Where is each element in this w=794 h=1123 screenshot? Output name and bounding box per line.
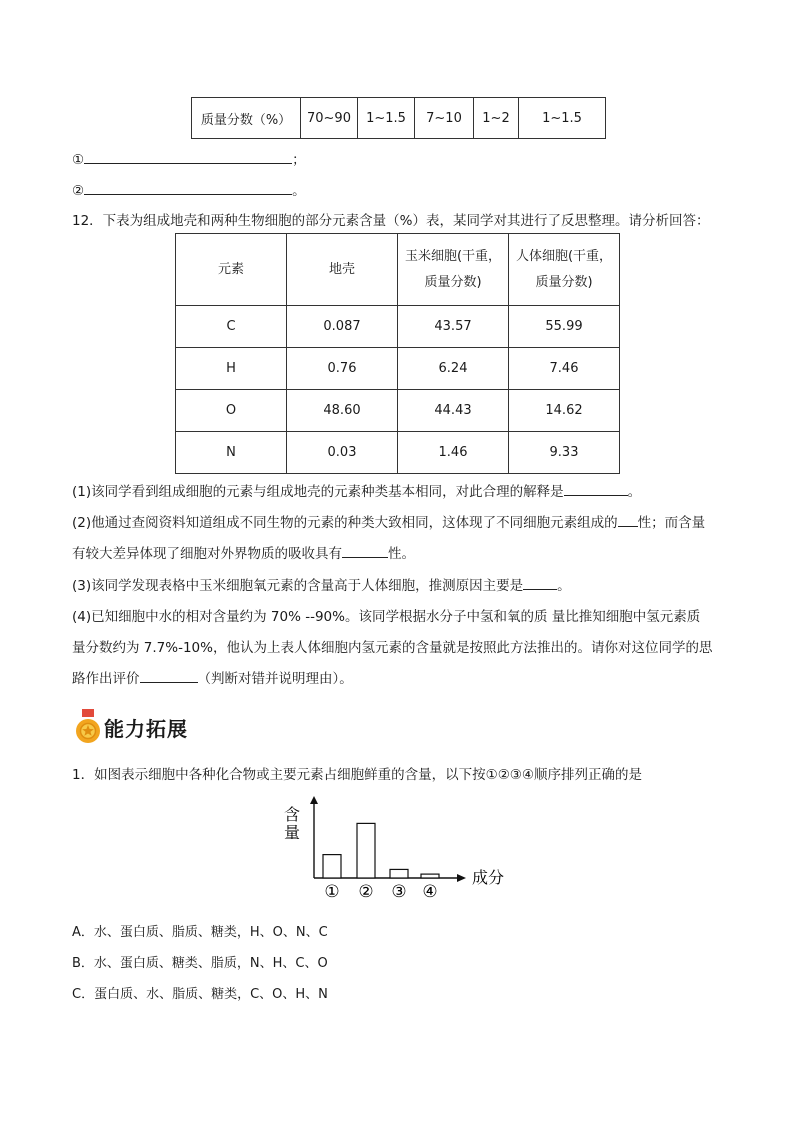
table-cell: 7~10 [415,98,474,139]
bar-3 [390,869,408,878]
table-cell: 1.46 [398,432,509,474]
table-cell: 0.087 [287,306,398,348]
table-cell: 70~90 [301,98,358,139]
sub-question-4: (4)已知细胞中水的相对含量约为 70% --90%。该同学根据水分子中氢和氧的质 量比推知细胞中氢元素质 量分数约为 7.7%-10%，他认为上表人体细胞内氢元素的含量就是按照此方法推出的。请你对这位同学的思 路作出评价 （判断对错并说明理由）。 [72,609,713,687]
sub-question-3: (3)该同学发现表格中玉米细胞氧元素的含量高于人体细胞，推测原因主要是 。 [72,571,732,602]
bar-chart [280,796,510,906]
table-cell: 7.46 [509,348,620,390]
category-label-2: ② [358,882,374,902]
answer-line[interactable] [342,542,388,558]
question-1-stem: 1．如图表示细胞中各种化合物或主要元素占细胞鲜重的含量，以下按①②③④顺序排列正确的是 [72,767,642,783]
table-cell: 6.24 [398,348,509,390]
x-axis-arrow [457,874,466,882]
header-corn-cell: 玉米细胞(干重， 质量分数) [398,234,509,306]
table-row [176,432,620,474]
y-axis-label-2: 量 [283,823,301,842]
table-row [176,390,620,432]
table-cell: 1~1.5 [519,98,606,139]
bar-1 [323,855,341,878]
y-axis-arrow [310,796,318,804]
header-element: 元素 [176,234,287,306]
table-cell: 55.99 [509,306,620,348]
sub-question-2: (2)他通过查阅资料知道组成不同生物的元素的种类大致相同，这体现了不同细胞元素组成的 性；而含量 有较大差异体现了细胞对外界物质的吸收具有 性。 [72,508,732,570]
table-cell: O [176,390,287,432]
answer-blank-1 [72,148,306,168]
category-label-1: ① [324,882,340,902]
bar-4 [421,874,439,878]
table-cell: H [176,348,287,390]
blank-end: 。 [292,183,306,199]
answer-line[interactable] [618,511,638,527]
table-cell: 1~1.5 [358,98,415,139]
composition-table [191,97,606,139]
option-b[interactable]: B．水、蛋白质、糖类、脂质，N、H、C、O [72,956,328,971]
sub-question-1: (1)该同学看到组成细胞的元素与组成地壳的元素种类基本相同，对此合理的解释是 。 [72,477,732,508]
table-row [176,348,620,390]
table-cell: 14.62 [509,390,620,432]
header-crust: 地壳 [287,234,398,306]
section-title: 能力拓展 [104,717,188,741]
blank-marker: ② [72,183,85,199]
table-cell: 48.60 [287,390,398,432]
answer-line[interactable] [84,149,292,164]
answer-blank-2 [72,179,306,199]
blank-marker: ① [72,152,85,168]
table-cell: 1~2 [474,98,519,139]
blank-end: ； [292,152,306,168]
table-cell: 9.33 [509,432,620,474]
y-axis-label-1: 含 [283,805,301,824]
medal-icon [74,708,102,746]
element-content-table [175,233,620,474]
header-human-cell: 人体细胞(干重， 质量分数) [509,234,620,306]
x-axis-label: 成分 [471,868,505,887]
answer-line[interactable] [523,574,557,590]
table-cell: N [176,432,287,474]
question-12-stem: 12．下表为组成地壳和两种生物细胞的部分元素含量（%）表，某同学对其进行了反思整理。请分析回答： [72,213,710,229]
category-label-4: ④ [422,882,438,902]
category-label-3: ③ [391,882,407,902]
answer-line[interactable] [564,480,628,496]
table-cell: 0.03 [287,432,398,474]
bar-2 [357,823,375,878]
table-cell: C [176,306,287,348]
answer-line[interactable] [140,667,198,683]
answer-line[interactable] [84,180,292,195]
option-a[interactable]: A．水、蛋白质、脂质、糖类，H、O、N、C [72,925,328,940]
table-row [192,98,606,139]
table-cell: 43.57 [398,306,509,348]
table-cell: 44.43 [398,390,509,432]
row-label-cell: 质量分数（%） [192,98,301,139]
table-row [176,306,620,348]
table-header-row [176,234,620,306]
table-cell: 0.76 [287,348,398,390]
option-c[interactable]: C．蛋白质、水、脂质、糖类，C、O、H、N [72,987,328,1002]
